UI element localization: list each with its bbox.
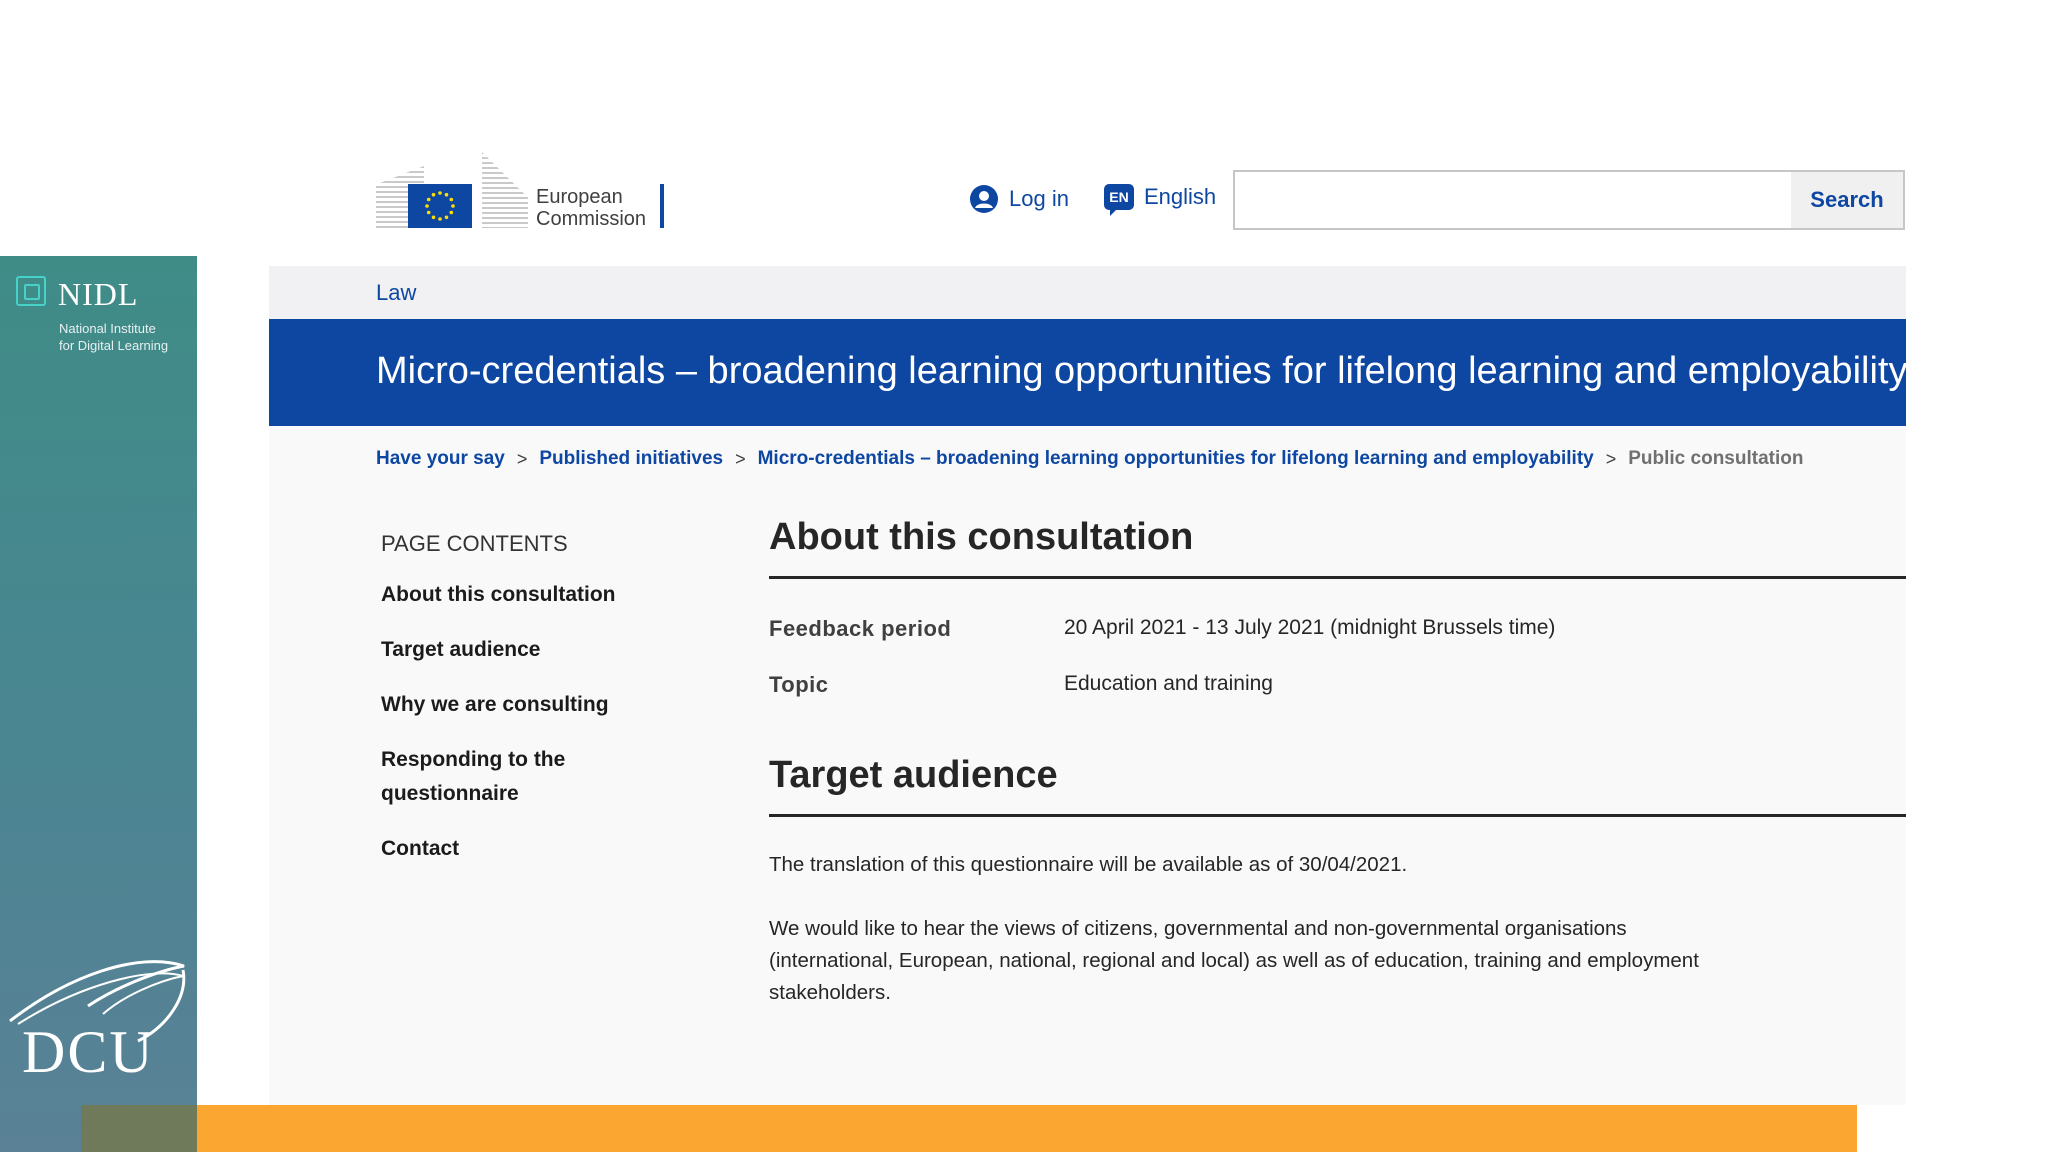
ec-name-line2: Commission: [536, 208, 647, 230]
about-section-title: About this consultation: [769, 516, 1194, 558]
nidl-sidebar: [0, 256, 197, 1152]
ec-logo-divider: [660, 184, 664, 228]
breadcrumb-separator-icon: >: [735, 448, 746, 469]
breadcrumb-current: Public consultation: [1628, 448, 1804, 469]
breadcrumb-initiative[interactable]: Micro-credentials – broadening learning opportunities for lifelong learning and employability: [757, 448, 1594, 469]
nidl-subtitle-line2: for Digital Learning: [59, 338, 169, 353]
breadcrumb-have-your-say[interactable]: Have your say: [376, 448, 505, 469]
breadcrumb-published-initiatives[interactable]: Published initiatives: [539, 448, 724, 469]
toc-item-why-consulting[interactable]: Why we are consulting: [381, 693, 609, 716]
language-label: English: [1144, 184, 1217, 209]
site-section-strip: [269, 266, 1906, 319]
target-audience-divider: [769, 814, 1906, 817]
login-link[interactable]: [969, 184, 1069, 214]
ec-logo-stripes-right: [482, 152, 528, 228]
audience-description: We would like to hear the views of citizens, governmental and non-governmental organisations (international, European, national, regional and local) as well as of education, training and employment stakeholders.: [769, 917, 1699, 1004]
nidl-title: NIDL: [58, 276, 139, 312]
ec-logo-text: [536, 186, 646, 230]
topic-value: Education and training: [1064, 672, 1273, 695]
toc-item-contact[interactable]: Contact: [381, 837, 460, 860]
feedback-period-value: 20 April 2021 - 13 July 2021 (midnight Brussels time): [1064, 616, 1556, 639]
topic-label: Topic: [769, 672, 829, 697]
nidl-subtitle: [59, 320, 168, 354]
language-icon: EN: [1104, 184, 1134, 210]
toc-heading: PAGE CONTENTS: [381, 531, 568, 556]
toc-item-target-audience[interactable]: Target audience: [381, 638, 541, 661]
search-button[interactable]: Search: [1791, 172, 1903, 228]
nidl-subtitle-line1: National Institute: [59, 321, 156, 336]
breadcrumb-separator-icon: >: [516, 448, 528, 469]
bottom-accent-bar: [81, 1105, 1857, 1152]
target-audience-title: Target audience: [769, 754, 1058, 796]
toc-item-responding[interactable]: Responding to the questionnaire: [381, 748, 566, 805]
translation-note: The translation of this questionnaire will be available as of 30/04/2021.: [769, 853, 1408, 876]
bottom-accent-bar-shadow: [81, 1105, 197, 1152]
breadcrumb-separator-icon: >: [1605, 448, 1617, 469]
toc-item-about[interactable]: About this consultation: [381, 583, 616, 606]
nidl-mark-icon: [16, 276, 46, 306]
dcu-logo-text: DCU: [22, 1019, 155, 1085]
site-section-link[interactable]: Law: [376, 280, 417, 305]
eu-flag-icon: [408, 184, 472, 228]
language-selector[interactable]: [1104, 184, 1216, 210]
user-icon: [969, 184, 999, 214]
ec-name-line1: European: [536, 186, 623, 208]
feedback-period-label: Feedback period: [769, 616, 952, 641]
breadcrumb: [376, 448, 1803, 470]
login-label: Log in: [1009, 186, 1069, 211]
about-section-divider: [769, 576, 1906, 579]
page-title: Micro-credentials – broadening learning opportunities for lifelong learning and employability: [376, 350, 1908, 392]
